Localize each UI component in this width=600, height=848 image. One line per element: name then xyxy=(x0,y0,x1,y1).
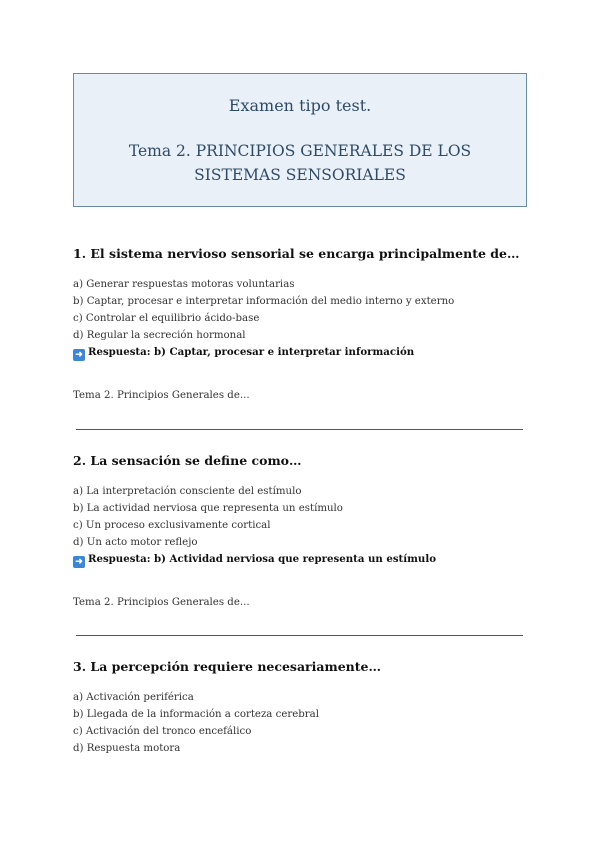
question-3-option-d: d) Respuesta motora xyxy=(73,743,181,754)
divider xyxy=(76,635,523,636)
right-arrow-icon: ➜ xyxy=(73,349,85,361)
question-1 xyxy=(73,246,527,361)
divider xyxy=(76,429,523,430)
question-2-title: 2. La sensación se define como… xyxy=(73,453,302,468)
exam-title: Examen tipo test. xyxy=(228,96,372,115)
right-arrow-icon: ➜ xyxy=(73,556,85,568)
page-footer-label: Tema 2. Principios Generales de... xyxy=(73,390,250,401)
question-1-title: 1. El sistema nervioso sensorial se encarga principalmente de… xyxy=(73,246,520,261)
question-2-option-a: a) La interpretación consciente del estímulo xyxy=(73,486,302,497)
question-1-option-c: c) Controlar el equilibrio ácido-base xyxy=(73,313,260,324)
header-box xyxy=(73,73,527,207)
question-2-option-d: d) Un acto motor reflejo xyxy=(73,537,198,548)
question-1-answer xyxy=(73,344,527,361)
question-3-option-c: c) Activación del tronco encefálico xyxy=(73,726,252,737)
question-3-option-b: b) Llegada de la información a corteza cerebral xyxy=(73,709,319,720)
question-3-title: 3. La percepción requiere necesariamente… xyxy=(73,659,381,674)
question-1-answer-text: Respuesta: b) Captar, procesar e interpretar información xyxy=(88,346,415,358)
question-3-options xyxy=(73,689,527,757)
question-2-options xyxy=(73,483,527,551)
question-3 xyxy=(73,659,527,757)
question-2-option-c: c) Un proceso exclusivamente cortical xyxy=(73,520,271,531)
question-1-option-b: b) Captar, procesar e interpretar información del medio interno y externo xyxy=(73,296,455,307)
question-2-answer-text: Respuesta: b) Actividad nerviosa que representa un estímulo xyxy=(88,553,436,565)
question-2-option-b: b) La actividad nerviosa que representa un estímulo xyxy=(73,503,343,514)
question-2 xyxy=(73,453,527,568)
topic-title: Tema 2. PRINCIPIOS GENERALES DE LOS SISTEMAS SENSORIALES xyxy=(128,142,472,184)
question-2-answer xyxy=(73,551,527,568)
page-footer-label: Tema 2. Principios Generales de... xyxy=(73,597,250,608)
question-3-option-a: a) Activación periférica xyxy=(73,692,194,703)
question-1-option-d: d) Regular la secreción hormonal xyxy=(73,330,246,341)
question-1-option-a: a) Generar respuestas motoras voluntarias xyxy=(73,279,295,290)
question-1-options xyxy=(73,276,527,344)
